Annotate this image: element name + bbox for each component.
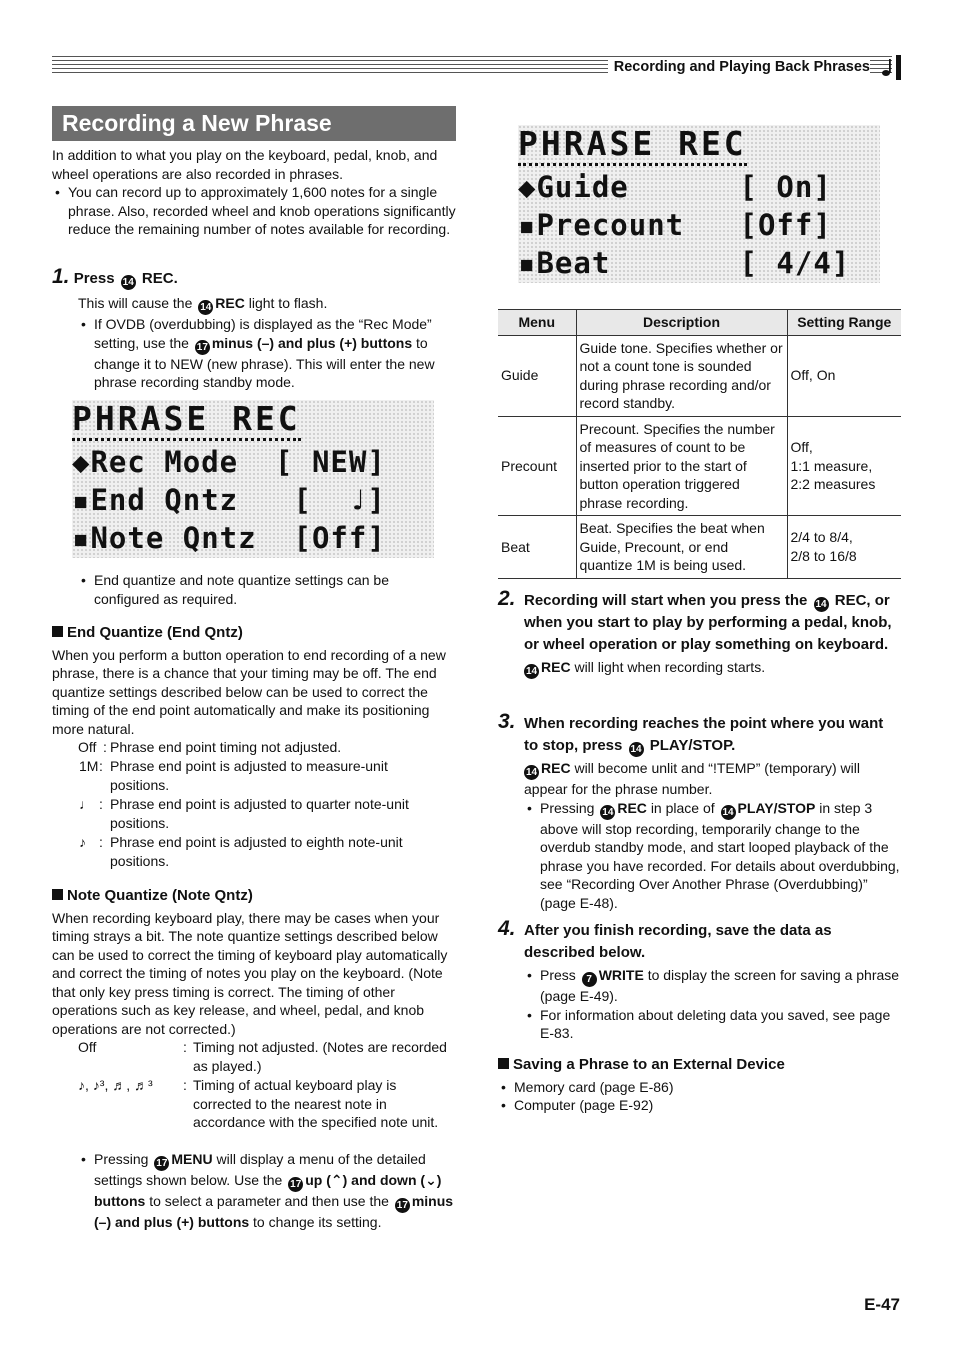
button-number-badge: 14 <box>200 302 212 313</box>
header-title: Recording and Playing Back Phrases <box>608 58 870 77</box>
option-row: ♩ : Phrase end point is adjusted to quarter note-unit positions. <box>79 796 409 831</box>
step-1 <box>52 266 456 392</box>
button-number-badge: 14 <box>525 666 538 677</box>
button-number-badge: 17 <box>290 1179 302 1190</box>
menu-cell: Beat <box>498 516 576 579</box>
button-number-badge: 17 <box>396 1200 408 1211</box>
option-row: ♪, ♪³, ♬, ♬³ : Timing of actual keyboard play is corrected to the nearest note in accordance with the specified note unit. <box>78 1077 439 1130</box>
step-2: 2. Recording will start when you press the 14 REC, or when you start to play by performing a pedal, knob, or wheel operation or play something on keyboard. 14 REC will light when recording starts. <box>498 590 901 679</box>
lcd-title: PHRASE REC <box>72 400 301 441</box>
range-cell: 2/4 to 8/4, 2/8 to 16/8 <box>787 516 901 579</box>
option-row: Off : Phrase end point timing not adjusted. <box>78 739 342 755</box>
button-number-badge: 7 <box>582 972 597 987</box>
up-arrow-icon: ⌃ <box>330 1172 343 1188</box>
step-bullet: • If OVDB (overdubbing) is displayed as the “Rec Mode” setting, use the 17 minus (–) and plus (+) buttons to change it to NEW (new phrase). This will enter the new phrase recording standby mode. <box>78 315 456 392</box>
step-bullet: • For information about deleting data you saved, see page E-83. <box>524 1006 901 1043</box>
list-item: • Memory card (page E-86) <box>498 1078 901 1097</box>
step-bullet: • Press 7 WRITE to display the screen for saving a phrase (page E-49). <box>524 966 901 1006</box>
lcd-line: ▪Note Qntz [Off] <box>72 521 386 555</box>
lcd-note <box>78 571 456 608</box>
button-label: REC. <box>141 270 178 287</box>
option-row: ♪ : Phrase end point is adjusted to eighth note-unit positions. <box>79 834 403 869</box>
saving-heading: Saving a Phrase to an External Device <box>513 1056 785 1073</box>
option-row: Off : Timing not adjusted. (Notes are recorded as played.) <box>78 1039 447 1074</box>
desc-cell: Precount. Specifies the number of measures of count to be inserted prior to the start of button operation triggered phrase recording. <box>576 416 787 516</box>
lcd-note-text: • End quantize and note quantize settings can be configured as required. <box>78 571 456 608</box>
step-4: 4. After you finish recording, save the data as described below. • Press 7 WRITE to display the screen for saving a phrase (page E-49). • For information about deleting data you saved, see page E-83. <box>498 920 901 1043</box>
column-header: Menu <box>498 310 576 336</box>
column-header: Setting Range <box>787 310 901 336</box>
intro <box>52 146 456 239</box>
step-desc: This will cause the 14 REC light to flash. <box>78 295 328 313</box>
note-quantize-heading: Note Quantize (Note Qntz) <box>67 887 253 904</box>
step-bullet: • Pressing 14 REC in place of 14 PLAY/STOP in step 3 above will stop recording, temporarily change to the overdub standby mode, and start looped playback of the phrase you have recorded. For details about overdubbing, see “Recording Over Another Phrase (Overdubbing)” (page E-48). <box>524 799 901 913</box>
step-text: Press <box>73 270 115 287</box>
range-cell: Off, 1:1 measure, 2:2 measures <box>787 416 901 516</box>
end-quantize-options <box>52 738 456 871</box>
menu-bullet: • Pressing 17 MENU will display a menu of the detailed settings shown below. Use the 17 up (⌃) and down (⌄) buttons to select a parameter and then use the 17 minus (–) and plus (+) buttons to change its setting. <box>78 1150 456 1232</box>
intro-text: In addition to what you play on the keyboard, pedal, knob, and wheel operations are also recorded in phrases. <box>52 147 438 182</box>
lcd-display-rec-mode <box>72 400 434 558</box>
settings-table <box>498 309 901 579</box>
step-number: 3. <box>498 710 516 733</box>
saving-section <box>498 1056 901 1115</box>
table-header-row <box>498 310 901 336</box>
step-number: 2. <box>498 587 516 610</box>
step-note: 14 REC will light when recording starts. <box>525 659 766 677</box>
table-row <box>498 335 901 416</box>
list-item: • Computer (page E-92) <box>498 1096 901 1115</box>
button-number-badge: 14 <box>630 744 642 755</box>
lcd-line: ▪End Qntz [ ♩] <box>72 483 386 517</box>
down-arrow-icon: ⌄ <box>425 1172 437 1188</box>
button-number-badge: 17 <box>196 341 208 353</box>
page-number: E-47 <box>864 1295 900 1314</box>
table-row <box>498 416 901 516</box>
lcd-display-guide <box>518 125 880 283</box>
button-number-badge: 14 <box>815 599 827 610</box>
end-quantize-heading: End Quantize (End Qntz) <box>67 624 243 641</box>
step-number: 4. <box>498 917 516 940</box>
lcd-line: ▪Precount [Off] <box>518 208 832 242</box>
section-title: Recording a New Phrase <box>52 106 456 141</box>
option-row: 1M : Phrase end point is adjusted to measure-unit positions. <box>79 758 388 793</box>
button-number-badge: 14 <box>602 806 614 818</box>
intro-bullet: • You can record up to approximately 1,600 notes for a single phrase. Also, recorded wheel and knob operations significantly reduce the remaining number of notes available for recording. <box>52 183 456 239</box>
lcd-line: ◆Guide [ On] <box>518 170 832 204</box>
menu-cell: Guide <box>498 335 576 416</box>
step-3: 3. When recording reaches the point where you want to stop, press 14 PLAY/STOP. 14 REC will become unlit and “!TEMP” (temporary) will appear for the phrase number. • Pressing 14 REC in place of 14 PLAY/STOP in step 3 above will stop recording, temporarily change to the overdub standby mode, and start looped playback of the phrase you have recorded. For details about overdubbing, see “Recording Over Another Phrase (Overdubbing)” (page E-48). <box>498 713 901 912</box>
button-number-badge: 14 <box>525 767 538 778</box>
end-quantize-body: When you perform a button operation to end recording of a new phrase, there is a chance that your timing may be off. The end quantize settings described below can be used to correct the timing of the end point automatically and make its positioning more natural. <box>52 646 446 737</box>
button-number-badge: 14 <box>722 806 734 818</box>
note-quantize-body: When recording keyboard play, there may be cases when your timing strays a bit. The note quantize settings described below can be used to correct the timing of keyboard play automatically and correct the timing of notes you play on the keyboard. (Note that only key press timing is correct. The timing of other operations such as key release, and wheel, pedal, and knob operations are not corrected.) <box>52 909 448 1037</box>
menu-cell: Precount <box>498 416 576 516</box>
step-number: 1. <box>52 265 70 288</box>
button-number-badge: 14 <box>122 277 134 288</box>
button-number-badge: 17 <box>156 1158 168 1169</box>
header-end-bar <box>896 55 901 80</box>
lcd-title: PHRASE REC <box>518 125 747 166</box>
desc-cell: Guide tone. Specifies whether or not a count tone is sounded during phrase recording and/or record standby. <box>576 335 787 416</box>
range-cell: Off, On <box>787 335 901 416</box>
desc-cell: Beat. Specifies the beat when Guide, Precount, or end quantize 1M is being used. <box>576 516 787 579</box>
table-row <box>498 516 901 579</box>
step-note: 14 REC will become unlit and “!TEMP” (temporary) will appear for the phrase number. <box>524 760 860 797</box>
column-header: Description <box>576 310 787 336</box>
note-quantize-section <box>52 887 456 1038</box>
end-quantize-section <box>52 624 456 738</box>
lcd-line: ▪Beat [ 4/4] <box>518 246 851 280</box>
note-quantize-options <box>52 1038 456 1133</box>
lcd-line: ◆Rec Mode [ NEW] <box>72 445 386 479</box>
